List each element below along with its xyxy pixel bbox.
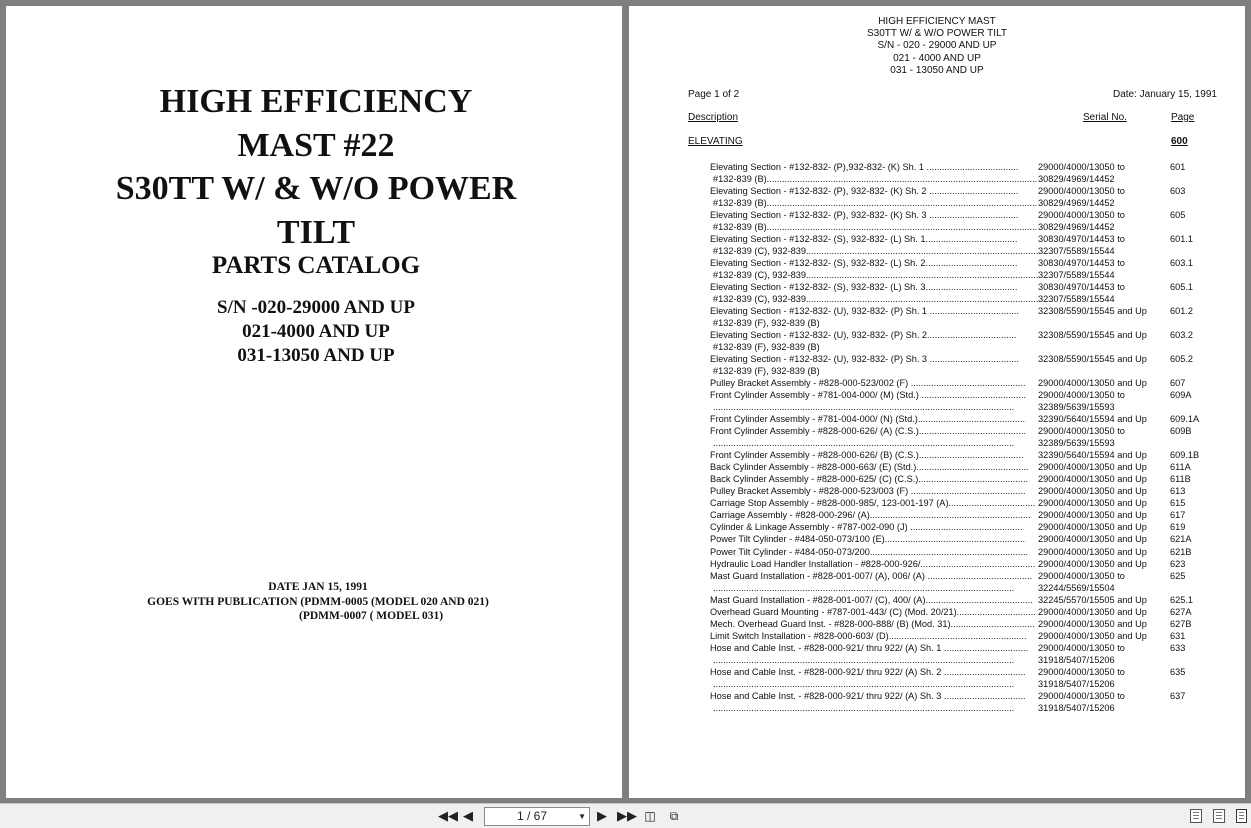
cover-publication: GOES WITH PUBLICATION (PDMM-0005 (MODEL 020 AND 021)	[147, 595, 489, 608]
row-description: #132-839 (F), 932-839 (B)	[713, 366, 820, 377]
index-header	[629, 16, 1245, 77]
col-serial-header: Serial No.	[1083, 112, 1127, 123]
row-description: Carriage Assembly - #828-000-296/ (A)...............................................................	[710, 510, 1031, 521]
row-serial: 29000/4000/13050 and Up	[1038, 510, 1147, 521]
row-description: Elevating Section - #132-832- (P),932-832- (K) Sh. 1 ....................................	[710, 162, 1019, 172]
index-row	[710, 642, 1230, 654]
col-description-header: Description	[688, 112, 739, 123]
row-page: 609A	[1170, 390, 1192, 401]
row-page: 625.1	[1170, 594, 1193, 605]
row-serial: 30830/4970/14453 to	[1038, 282, 1125, 293]
row-serial: 29000/4000/13050 and Up	[1038, 534, 1147, 545]
fit-width-icon[interactable]: ⧉	[669, 809, 679, 823]
row-description: Elevating Section - #132-832- (P), 932-832- (K) Sh. 3 ...................................	[710, 210, 1019, 221]
cover-serial-line: 031-13050 AND UP	[237, 345, 395, 366]
first-page-icon[interactable]: ◀◀	[438, 808, 458, 823]
cover-title-line: S30TT W/ & W/O POWER	[115, 170, 517, 207]
row-description: Hydraulic Load Handler Installation - #828-000-926/.............................................	[710, 558, 1036, 569]
row-serial: 29000/4000/13050 and Up	[1038, 378, 1147, 389]
section-page: 600	[1171, 136, 1188, 147]
row-description: Elevating Section - #132-832- (U), 932-832- (P) Sh. 2...................................	[710, 330, 1017, 341]
page-label: Page 1 of 2	[688, 89, 740, 100]
row-page: 625	[1170, 570, 1186, 581]
cover-title-line: HIGH EFFICIENCY	[159, 83, 473, 120]
row-serial: 29000/4000/13050 to	[1038, 162, 1125, 172]
row-page: 621A	[1170, 534, 1192, 545]
row-description: Carriage Stop Assembly - #828-000-985/, 123-001-197 (A)..................................	[710, 498, 1036, 509]
row-serial: 29000/4000/13050 to	[1038, 570, 1125, 581]
row-serial: 30829/4969/14452	[1038, 174, 1115, 185]
fit-page-icon[interactable]: ◫	[644, 809, 656, 823]
row-serial: 29000/4000/13050 to	[1038, 642, 1125, 653]
row-page: 609.1A	[1170, 414, 1200, 425]
row-serial: 32308/5590/15545 and Up	[1038, 354, 1147, 365]
row-serial: 29000/4000/13050 to	[1038, 390, 1125, 401]
cover-title-line: TILT	[276, 213, 356, 251]
index-row	[710, 245, 1230, 257]
row-description: Front Cylinder Assembly - #828-000-626/ (B) (C.S.).........................................	[710, 450, 1024, 461]
index-header-line: S30TT W/ & W/O POWER TILT	[866, 28, 1007, 40]
index-row	[710, 257, 1230, 269]
row-serial: 29000/4000/13050 and Up	[1038, 558, 1147, 569]
row-page: 603	[1170, 186, 1186, 197]
row-serial: 32390/5640/15594 and Up	[1038, 450, 1147, 461]
index-row	[710, 329, 1230, 341]
row-description: Elevating Section - #132-832- (U), 932-832- (P) Sh. 3 ...................................	[710, 354, 1019, 365]
row-serial: 29000/4000/13050 and Up	[1038, 522, 1147, 533]
index-row	[710, 413, 1230, 425]
index-row	[710, 269, 1230, 281]
row-description: #132-839 (C), 932-839...........................................................................................	[713, 294, 1038, 305]
row-description: Mast Guard Installation - #828-001-007/ (C), 400/ (A)..........................................	[710, 594, 1033, 605]
row-serial: 29000/4000/13050 to	[1038, 210, 1125, 221]
index-row	[710, 209, 1230, 221]
row-description: Elevating Section - #132-832- (S), 932-832- (L) Sh. 3....................................	[710, 282, 1018, 293]
index-row	[710, 461, 1230, 473]
section-heading: ELEVATING	[688, 136, 743, 147]
index-row	[710, 594, 1230, 606]
index-row	[710, 377, 1230, 389]
row-description: ......................................................................................................................	[713, 402, 1015, 413]
row-description: Hose and Cable Inst. - #828-000-921/ thru 922/ (A) Sh. 3 ................................	[710, 690, 1026, 701]
row-serial: 29000/4000/13050 and Up	[1038, 498, 1147, 509]
page-number-select[interactable]	[484, 807, 590, 826]
chevron-down-icon: ▼	[578, 812, 586, 821]
index-row	[710, 521, 1230, 533]
cover-serials	[6, 296, 626, 368]
row-serial: 29000/4000/13050 and Up	[1038, 606, 1147, 617]
index-row	[710, 401, 1230, 413]
row-description: #132-839 (F), 932-839 (B)	[713, 342, 820, 353]
index-page	[629, 6, 1245, 798]
row-serial: 29000/4000/13050 and Up	[1038, 474, 1147, 485]
prev-page-icon[interactable]: ◀	[463, 808, 473, 823]
row-page: 637	[1170, 690, 1186, 701]
index-row	[710, 558, 1230, 570]
row-page: 617	[1170, 510, 1186, 521]
index-row	[710, 666, 1230, 678]
index-header-line: S/N - 020 - 29000 AND UP	[877, 40, 997, 52]
index-row	[710, 473, 1230, 485]
row-description: Back Cylinder Assembly - #828-000-663/ (E) (Std.)............................................	[710, 462, 1029, 473]
row-page: 633	[1170, 642, 1186, 653]
index-row	[710, 654, 1230, 666]
index-row	[710, 293, 1230, 305]
col-page-header: Page	[1171, 112, 1195, 123]
index-row	[710, 437, 1230, 449]
row-serial: 31918/5407/15206	[1038, 702, 1115, 713]
row-description: Front Cylinder Assembly - #828-000-626/ (A) (C.S.)..........................................	[710, 426, 1027, 437]
index-header-line: 031 - 13050 AND UP	[890, 64, 984, 76]
continuous-view-icon[interactable]	[1213, 809, 1225, 823]
row-description: #132-839 (B)..........................................................................................................	[713, 198, 1038, 209]
row-description: Power Tilt Cylinder - #484-050-073/100 (E).......................................................	[710, 534, 1026, 545]
row-serial: 29000/4000/13050 to	[1038, 426, 1125, 437]
index-rows	[710, 161, 1230, 714]
row-serial: 30829/4969/14452	[1038, 222, 1115, 233]
row-serial: 31918/5407/15206	[1038, 678, 1115, 689]
cover-serial-line: S/N -020-29000 AND UP	[217, 297, 415, 318]
cover-page	[6, 6, 622, 798]
row-description: ......................................................................................................................	[713, 702, 1015, 713]
row-page: 619	[1170, 522, 1186, 533]
index-row	[710, 389, 1230, 401]
last-page-icon[interactable]: ▶▶	[617, 808, 637, 823]
next-page-icon[interactable]: ▶	[597, 808, 607, 823]
row-page: 605.2	[1170, 354, 1193, 365]
row-description: #132-839 (C), 932-839...........................................................................................	[713, 246, 1038, 257]
row-description: ......................................................................................................................	[713, 438, 1015, 449]
row-page: 635	[1170, 666, 1186, 677]
row-description: Front Cylinder Assembly - #781-004-000/ (N) (Std.)..........................................	[710, 414, 1026, 425]
index-row	[710, 570, 1230, 582]
row-description: Front Cylinder Assembly - #781-004-000/ (M) (Std.) .........................................	[710, 390, 1027, 401]
row-page: 609.1B	[1170, 450, 1200, 461]
index-row	[710, 425, 1230, 437]
row-description: Hose and Cable Inst. - #828-000-921/ thru 922/ (A) Sh. 2 ................................	[710, 666, 1026, 677]
row-serial: 32389/5639/15593	[1038, 438, 1115, 449]
row-description: ......................................................................................................................	[713, 654, 1015, 665]
row-page: 611B	[1170, 474, 1191, 485]
row-description: Power Tilt Cylinder - #484-050-073/200..............................................................	[710, 546, 1029, 557]
cover-serial-line: 021-4000 AND UP	[242, 321, 390, 342]
row-serial: 32245/5570/15505 and Up	[1038, 594, 1147, 605]
row-description: Cylinder & Linkage Assembly - #787-002-090 (J) ............................................	[710, 522, 1023, 533]
row-serial: 32389/5639/15593	[1038, 402, 1115, 413]
row-page: 605.1	[1170, 282, 1193, 293]
row-serial: 32308/5590/15545 and Up	[1038, 306, 1147, 317]
cover-date-block	[6, 580, 630, 624]
row-description: ......................................................................................................................	[713, 678, 1015, 689]
row-serial: 30830/4970/14453 to	[1038, 234, 1125, 245]
row-page: 605	[1170, 210, 1186, 221]
index-row	[710, 485, 1230, 497]
page-number-value: 1 / 67	[516, 809, 548, 823]
row-serial: 29000/4000/13050 and Up	[1038, 546, 1147, 557]
row-serial: 29000/4000/13050 to	[1038, 666, 1125, 677]
index-row	[710, 197, 1230, 209]
viewer-toolbar	[0, 803, 1251, 828]
row-page: 603.2	[1170, 330, 1193, 341]
index-header-line: HIGH EFFICIENCY MAST	[878, 16, 996, 27]
index-row	[710, 281, 1230, 293]
row-description: Limit Switch Installation - #828-000-603/ (D)......................................................	[710, 630, 1027, 641]
row-serial: 29000/4000/13050 and Up	[1038, 630, 1147, 641]
index-row	[710, 606, 1230, 618]
index-row	[710, 173, 1230, 185]
row-serial: 29000/4000/13050 to	[1038, 186, 1125, 197]
row-description: ......................................................................................................................	[713, 582, 1015, 593]
index-row	[710, 233, 1230, 245]
row-page: 603.1	[1170, 258, 1193, 269]
row-serial: 32308/5590/15545 and Up	[1038, 330, 1147, 341]
row-description: Elevating Section - #132-832- (S), 932-832- (L) Sh. 2....................................	[710, 258, 1018, 269]
single-page-view-icon[interactable]	[1190, 809, 1202, 823]
index-row	[710, 702, 1230, 714]
index-row	[710, 582, 1230, 594]
index-row	[710, 161, 1230, 173]
row-page: 631	[1170, 630, 1186, 641]
row-serial: 29000/4000/13050 and Up	[1038, 618, 1147, 629]
row-serial: 30830/4970/14453 to	[1038, 258, 1125, 269]
row-description: Mech. Overhead Guard Inst. - #828-000-888/ (B) (Mod. 31).................................	[710, 618, 1035, 629]
index-row	[710, 305, 1230, 317]
index-row	[710, 618, 1230, 630]
index-row	[710, 365, 1230, 377]
cover-subtitle: PARTS CATALOG	[211, 252, 421, 279]
cover-publication-2: (PDMM-0007 ( MODEL 031)	[299, 610, 444, 622]
row-description: Mast Guard Installation - #828-001-007/ (A), 006/ (A) .........................................	[710, 570, 1033, 581]
row-description: #132-839 (B)..........................................................................................................	[713, 174, 1038, 185]
row-page: 615	[1170, 498, 1186, 509]
index-row	[710, 546, 1230, 558]
row-description: Pulley Bracket Assembly - #828-000-523/003 (F) .............................................	[710, 486, 1026, 497]
index-row	[710, 317, 1230, 329]
row-page: 613	[1170, 486, 1186, 497]
row-page: 621B	[1170, 546, 1192, 557]
row-serial: 32307/5589/15544	[1038, 294, 1115, 305]
row-page: 627B	[1170, 618, 1192, 629]
index-row	[710, 353, 1230, 365]
row-page: 607	[1170, 378, 1186, 389]
row-serial: 29000/4000/13050 and Up	[1038, 486, 1147, 497]
row-description: Overhead Guard Mounting - #787-001-443/ (C) (Mod. 20/21)...............................	[710, 606, 1036, 617]
row-description: Back Cylinder Assembly - #828-000-625/ (C) (C.S.)...........................................	[710, 474, 1029, 485]
row-description: Pulley Bracket Assembly - #828-000-523/002 (F) .............................................	[710, 378, 1026, 389]
index-row	[710, 449, 1230, 461]
row-serial: 32244/5569/15504	[1038, 582, 1115, 593]
index-row	[710, 678, 1230, 690]
row-serial: 29000/4000/13050 to	[1038, 690, 1125, 701]
cover-date: DATE JAN 15, 1991	[268, 581, 368, 593]
two-page-view-icon[interactable]	[1236, 809, 1247, 823]
row-page: 623	[1170, 558, 1186, 569]
index-row	[710, 509, 1230, 521]
row-page: 601.1	[1170, 234, 1193, 245]
row-page: 627A	[1170, 606, 1192, 617]
cover-title	[6, 80, 626, 254]
row-serial: 32307/5589/15544	[1038, 270, 1115, 281]
index-row	[710, 630, 1230, 642]
row-description: #132-839 (B)..........................................................................................................	[713, 222, 1038, 233]
index-header-line: 021 - 4000 AND UP	[893, 52, 981, 64]
row-serial: 32307/5589/15544	[1038, 246, 1115, 257]
row-description: Hose and Cable Inst. - #828-000-921/ thru 922/ (A) Sh. 1 .................................	[710, 642, 1029, 653]
row-page: 611A	[1170, 462, 1191, 473]
index-row	[710, 533, 1230, 545]
index-row	[710, 185, 1230, 197]
index-row	[710, 690, 1230, 702]
index-row	[710, 221, 1230, 233]
row-page: 609B	[1170, 426, 1192, 437]
cover-title-line: MAST #22	[237, 126, 395, 164]
row-description: #132-839 (C), 932-839...........................................................................................	[713, 270, 1038, 281]
row-description: Elevating Section - #132-832- (S), 932-832- (L) Sh. 1....................................	[710, 234, 1018, 245]
index-row	[710, 497, 1230, 509]
index-row	[710, 341, 1230, 353]
row-serial: 32390/5640/15594 and Up	[1038, 414, 1147, 425]
row-description: #132-839 (F), 932-839 (B)	[713, 318, 820, 329]
row-page: 601.2	[1170, 306, 1193, 317]
row-serial: 31918/5407/15206	[1038, 654, 1115, 665]
row-description: Elevating Section - #132-832- (P), 932-832- (K) Sh. 2 ...................................	[710, 186, 1019, 197]
row-description: Elevating Section - #132-832- (U), 932-832- (P) Sh. 1 ...................................	[710, 306, 1019, 317]
row-page: 601	[1170, 162, 1186, 172]
row-serial: 29000/4000/13050 and Up	[1038, 462, 1147, 473]
row-serial: 30829/4969/14452	[1038, 198, 1115, 209]
date-label: Date: January 15, 1991	[1113, 89, 1217, 100]
